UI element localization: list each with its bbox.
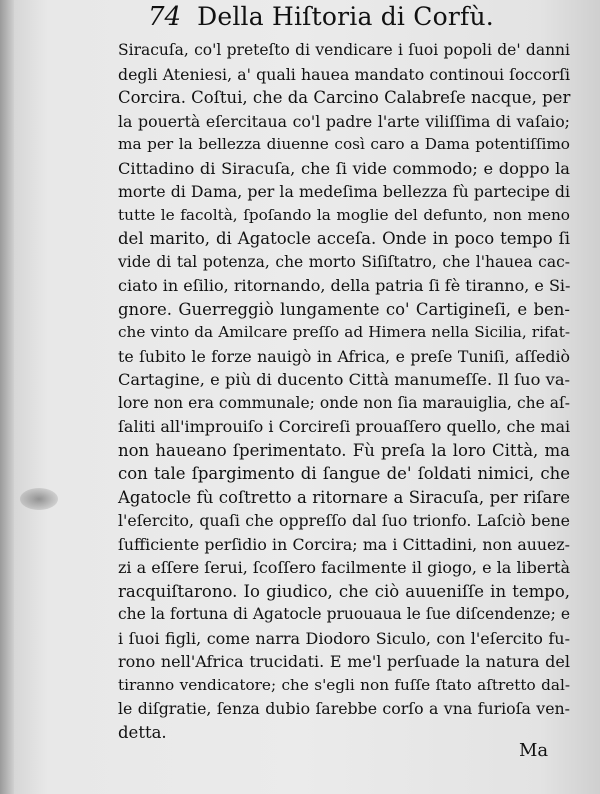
text-line: racquiſtarono. Io giudico, che ciò auueniſſe in tempo, [118, 581, 570, 601]
text-line: morte di Dama, per la medeſima bellezza fù partecipe di [118, 182, 570, 201]
text-line: lore non era communale; onde non ſia marauiglia, che aſ- [118, 393, 570, 412]
text-line: ſufficiente perſidio in Corcira; ma i Cittadini, non auuez- [118, 534, 570, 554]
text-line: ciato in eſilio, ritornando, della patria ſi fè tiranno, e Si- [118, 276, 571, 295]
text-line: ma per la bellezza diuenne così caro a Dama potentiſſimo [118, 135, 570, 153]
body-text [118, 39, 570, 744]
catchword: Ma [519, 740, 549, 761]
text-line: Siracuſa, co'l preteſto di vendicare i ſuoi popoli de' danni [118, 41, 570, 59]
page-header [148, 2, 494, 38]
text-line: detta. [118, 722, 167, 742]
text-line: tutte le facoltà, ſpoſando la moglie del defunto, non meno [118, 205, 570, 224]
text-line: con tale ſpargimento di ſangue de' ſoldati nimici, che [118, 464, 570, 483]
text-line: le diſgratie, ſenza dubio ſarebbe corſo a vna furioſa ven- [118, 699, 570, 718]
text-line: tiranno vendicatore; che s'egli non fuſſe ſtato aſtretto dal- [118, 675, 570, 694]
text-line: la pouertà eſercitaua co'l padre l'arte viliſſima di vaſaio; [118, 111, 570, 131]
text-line: te ſubito le forze nauigò in Africa, e preſe Tuniſi, aſſediò [118, 346, 570, 366]
text-line: gnore. Guerreggiò lungamente co' Cartigineſi, e ben- [118, 299, 570, 319]
text-line: che la fortuna di Agatocle pruouaua le ſue diſcendenze; e [118, 605, 570, 623]
text-line: vide di tal potenza, che morto Siſiſtatro, che l'hauea cac- [118, 252, 570, 271]
text-line: Agatocle fù coſtretto a ritornare a Siracuſa, per riſare [118, 487, 570, 507]
text-line: che vinto da Amilcare preſſo ad Himera nella Sicilia, rifat- [118, 323, 570, 341]
page-number: 74 [148, 2, 182, 32]
text-line: Cittadino di Siracuſa, che ſi vide commodo; e doppo la [118, 158, 570, 178]
text-line: del marito, di Agatocle acceſa. Onde in poco tempo ſi [118, 229, 570, 248]
text-line: i ſuoi figli, come narra Diodoro Siculo, con l'eſercito fu- [118, 628, 570, 648]
page-gutter-shadow [0, 0, 14, 794]
text-line: ſaliti all'improuiſo i Corcireſi prouaſſero quello, che mai [118, 417, 571, 436]
text-line: Corcira. Coſtui, che da Carcino Calabreſe nacque, per [118, 88, 571, 107]
text-line: Cartagine, e più di ducento Città manumeſſe. Il ſuo va- [118, 370, 570, 389]
text-line: degli Ateniesi, a' quali hauea mandato continoui ſoccorſi [118, 64, 570, 84]
ink-blot [20, 488, 58, 510]
running-head: Della Hiſtoria di Corfù. [197, 2, 494, 31]
text-line: zi a eſſere ſerui, ſcoſſero facilmente il giogo, e la libertà [118, 558, 570, 577]
text-line: non haueano ſperimentato. Fù preſa la loro Città, ma [118, 440, 570, 460]
text-line: l'eſercito, quaſi che oppreſſo dal ſuo trionfo. Laſciò bene [118, 511, 570, 530]
text-line: rono nell'Africa trucidati. E me'l perſuade la natura del [118, 652, 570, 671]
